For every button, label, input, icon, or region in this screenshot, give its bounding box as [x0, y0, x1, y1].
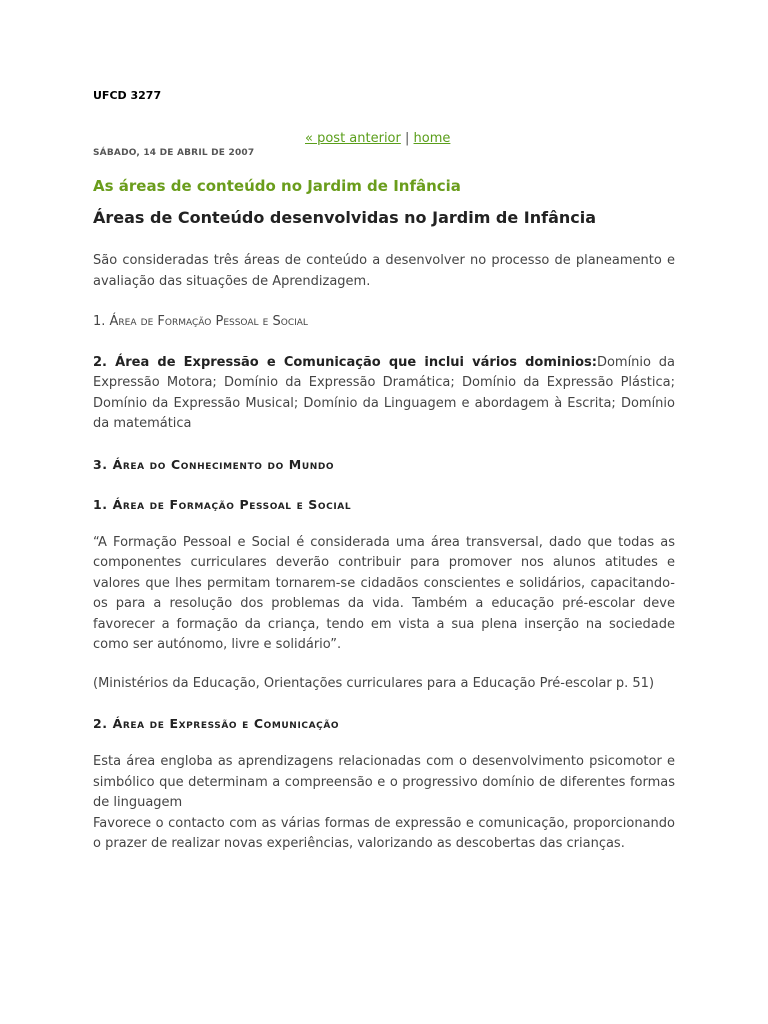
list-item-1: 1. Área de Formação Pessoal e Social	[93, 314, 308, 329]
nav-separator: |	[405, 131, 410, 146]
section2-paragraph-2: Favorece o contacto com as várias formas de expressão e comunicação, proporcionando o prazer de realizar novas experiências, valorizando as descobertas das crianças.	[93, 815, 675, 851]
list-item-2-text: Domínio da Expressão Motora; Domínio da Expressão Dramática; Domínio da Expressão Plástica; Domínio da Expressão Musical; Domínio da Linguagem e abordagem à Escrita; Domínio da matemática	[93, 354, 675, 431]
list-item-2	[93, 353, 675, 435]
post-heading: Áreas de Conteúdo desenvolvidas no Jardim de Infância	[93, 208, 597, 227]
section1-source: (Ministérios da Educação, Orientações curriculares para a Educação Pré-escolar p. 51)	[93, 675, 655, 691]
post-body	[93, 208, 675, 855]
list-item-2-label: 2. Área de Expressão e Comunicação que inclui vários dominios:	[93, 354, 597, 370]
post-title[interactable]: As áreas de conteúdo no Jardim de Infância	[93, 177, 461, 195]
section1-quote: “A Formação Pessoal e Social é considerada uma área transversal, dado que todas as componentes curriculares deverão contribuir para promover nos alunos atitudes e valores que lhes permitam tornarem-se cidadãos conscientes e solidários, capacitando-os para a resolução dos problemas da vida. Também a educação pré-escolar deve favorecer a formação da criança, tendo em vista a sua plena inserção na sociedade como ser autónomo, livre e solidário”.	[93, 534, 675, 652]
list-item-3: 3. Área do Conhecimento do Mundo	[93, 456, 335, 472]
previous-post-link[interactable]: « post anterior	[305, 131, 401, 146]
section2-paragraph-1: Esta área engloba as aprendizagens relacionadas com o desenvolvimento psicomotor e simbólico que determinam a compreensão e o progressivo domínio de diferentes formas de linguagem	[93, 754, 675, 810]
blog-title: UFCD 3277	[93, 89, 162, 102]
intro-paragraph: São consideradas três áreas de conteúdo a desenvolver no processo de planeamento e avaliação das situações de Aprendizagem.	[93, 253, 675, 289]
section2-heading: 2. Área de Expressão e Comunicação	[93, 716, 340, 731]
section1-heading: 1. Área de Formação Pessoal e Social	[93, 496, 352, 512]
home-link[interactable]: home	[413, 131, 451, 146]
post-navigation	[305, 131, 450, 146]
post-date: SÁBADO, 14 DE ABRIL DE 2007	[93, 148, 255, 158]
